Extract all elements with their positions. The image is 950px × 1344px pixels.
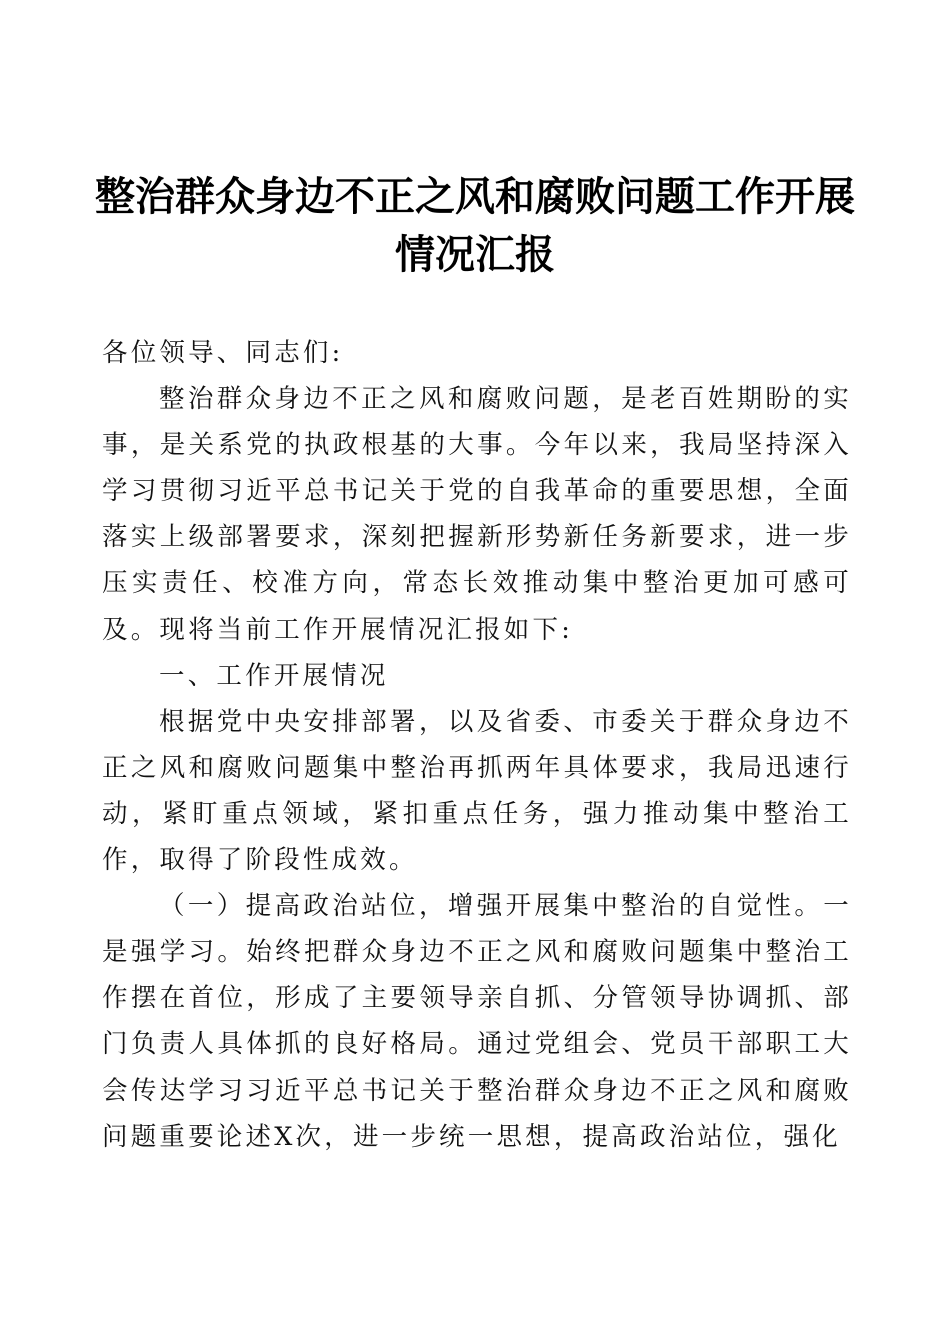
paragraph-overview: 根据党中央安排部署，以及省委、市委关于群众身边不正之风和腐败问题集中整治再抓两年具体要求，我局迅速行动，紧盯重点领域，紧扣重点任务，强力推动集中整治工作，取得了阶段性成效。: [102, 706, 852, 876]
document-title: 整治群众身边不正之风和腐败问题工作开展情况汇报: [95, 173, 855, 278]
salutation: 各位领导、同志们:: [102, 338, 344, 368]
paragraph-subsection-1: （一）提高政治站位，增强开展集中整治的自觉性。一是强学习。始终把群众身边不正之风和腐败问题集中整治工作摆在首位，形成了主要领导亲自抓、分管领导协调抓、部门负责人具体抓的良好格局。通过党组会、党员干部职工大会传达学习习近平总书记关于整治群众身边不正之风和腐败问题重要论述X次，进一步统一思想，提高政治站位，强化: [102, 891, 852, 1152]
paragraph-intro: 整治群众身边不正之风和腐败问题，是老百姓期盼的实事，是关系党的执政根基的大事。今年以来，我局坚持深入学习贯彻习近平总书记关于党的自我革命的重要思想，全面落实上级部署要求，深刻把握新形势新任务新要求，进一步压实责任、校准方向，常态长效推动集中整治更加可感可及。现将当前工作开展情况汇报如下:: [102, 384, 852, 645]
document-body: [102, 330, 852, 1160]
section-heading: 一、工作开展情况: [159, 660, 389, 691]
